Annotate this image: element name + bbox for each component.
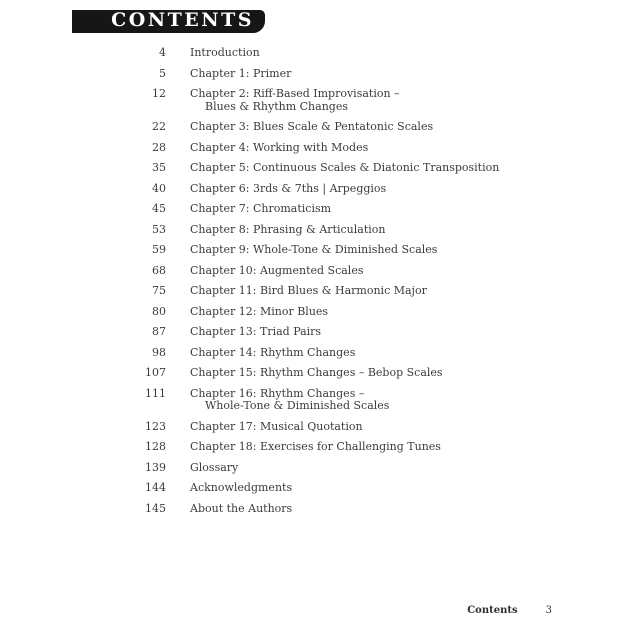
- toc-title: [190, 326, 321, 339]
- toc-title: [190, 244, 437, 257]
- toc-title: [190, 224, 385, 237]
- toc-page-number: 98: [152, 345, 166, 359]
- toc-page-number: 107: [145, 366, 166, 379]
- toc-entry: [130, 88, 520, 113]
- toc-list: [130, 47, 520, 523]
- toc-title-line1: Chapter 3: Blues Scale & Pentatonic Scales: [190, 120, 434, 133]
- toc-title-line1: Chapter 14: Rhythm Changes: [190, 345, 356, 359]
- toc-entry: [130, 482, 520, 495]
- toc-entry: [130, 265, 520, 278]
- toc-title: [190, 306, 328, 319]
- toc-page-number: 40: [152, 181, 166, 195]
- toc-page-number: 5: [159, 66, 166, 80]
- toc-page-number: 111: [145, 386, 166, 400]
- toc-title: [190, 421, 363, 434]
- toc-title-line1: Chapter 7: Chromaticism: [190, 202, 332, 215]
- toc-entry: [130, 68, 520, 81]
- toc-page-number: 4: [159, 46, 166, 59]
- toc-title-line1: Chapter 6: 3rds & 7ths | Arpeggios: [190, 181, 387, 195]
- toc-page-number: 35: [152, 161, 166, 174]
- toc-entry: [130, 441, 520, 454]
- toc-title-line1: Chapter 8: Phrasing & Articulation: [190, 222, 386, 236]
- toc-entry: [130, 162, 520, 175]
- toc-entry: [130, 142, 520, 155]
- toc-title-line1: About the Authors: [190, 501, 293, 515]
- toc-entry: [130, 306, 520, 319]
- toc-entry: [130, 421, 520, 434]
- toc-title-line1: Chapter 16: Rhythm Changes –: [190, 386, 365, 400]
- toc-title: [190, 142, 368, 155]
- toc-page-number: 123: [145, 419, 166, 433]
- toc-entry: [130, 326, 520, 339]
- toc-entry: [130, 347, 520, 360]
- toc-page-number: 45: [152, 202, 166, 215]
- toc-title-line1: Chapter 11: Bird Blues & Harmonic Major: [190, 284, 427, 297]
- toc-title: [190, 441, 441, 454]
- toc-entry: [130, 388, 520, 413]
- toc-entry: [130, 244, 520, 257]
- toc-page-number: 144: [145, 481, 166, 494]
- toc-title-line2: Blues & Rhythm Changes: [205, 99, 348, 113]
- toc-title: [190, 367, 443, 380]
- toc-title: [190, 462, 238, 475]
- toc-page-number: 75: [152, 284, 166, 297]
- toc-title-line1: Chapter 5: Continuous Scales & Diatonic Transposition: [190, 161, 500, 174]
- toc-title-line1: Chapter 17: Musical Quotation: [190, 419, 363, 433]
- toc-page-number: 145: [145, 501, 166, 515]
- toc-title-line2: Whole-Tone & Diminished Scales: [205, 399, 390, 412]
- toc-page-number: 87: [152, 325, 166, 338]
- toc-page-number: 12: [152, 87, 166, 100]
- toc-title-line1: Chapter 10: Augmented Scales: [190, 263, 364, 277]
- toc-page-number: 80: [152, 304, 166, 318]
- toc-title-line1: Glossary: [190, 460, 239, 474]
- footer-page-number: 3: [545, 605, 552, 616]
- toc-title: [190, 88, 400, 113]
- toc-page-number: 59: [152, 243, 166, 256]
- toc-title-line1: Chapter 13: Triad Pairs: [190, 325, 322, 338]
- toc-page-number: 139: [145, 460, 166, 474]
- toc-title: [190, 162, 499, 175]
- toc-title: [190, 388, 389, 413]
- toc-title: [190, 68, 291, 81]
- toc-title-line1: Chapter 9: Whole-Tone & Diminished Scales: [190, 243, 438, 256]
- toc-title-line1: Chapter 1: Primer: [190, 66, 292, 80]
- toc-entry: [130, 224, 520, 237]
- toc-entry: [130, 47, 520, 60]
- toc-entry: [130, 503, 520, 516]
- contents-header-tab: [72, 10, 265, 33]
- toc-title: [190, 347, 355, 360]
- toc-page-number: 28: [152, 140, 166, 154]
- toc-entry: [130, 462, 520, 475]
- toc-title-line1: Chapter 2: Riff-Based Improvisation –: [190, 87, 400, 100]
- toc-entry: [130, 183, 520, 196]
- toc-title: [190, 265, 363, 278]
- toc-title: [190, 203, 331, 216]
- toc-entry: [130, 367, 520, 380]
- toc-title-line1: Chapter 15: Rhythm Changes – Bebop Scales: [190, 366, 443, 379]
- toc-page-number: 53: [152, 222, 166, 236]
- toc-page-number: 128: [145, 440, 166, 453]
- page-title: CONTENTS: [111, 9, 254, 31]
- toc-title-line1: Chapter 4: Working with Modes: [190, 140, 369, 154]
- toc-title: [190, 47, 260, 60]
- toc-title-line1: Chapter 18: Exercises for Challenging Tunes: [190, 440, 441, 453]
- toc-title: [190, 183, 386, 196]
- toc-page-number: 68: [152, 263, 166, 277]
- toc-title-line1: Chapter 12: Minor Blues: [190, 304, 329, 318]
- toc-title-line1: Introduction: [190, 46, 260, 59]
- page-footer: [467, 605, 552, 616]
- toc-page-number: 22: [152, 120, 166, 133]
- toc-title: [190, 121, 433, 134]
- toc-entry: [130, 121, 520, 134]
- toc-title: [190, 482, 292, 495]
- footer-section-label: Contents: [467, 605, 518, 616]
- toc-entry: [130, 285, 520, 298]
- toc-title: [190, 503, 292, 516]
- toc-title-line1: Acknowledgments: [190, 481, 293, 494]
- toc-entry: [130, 203, 520, 216]
- toc-title: [190, 285, 427, 298]
